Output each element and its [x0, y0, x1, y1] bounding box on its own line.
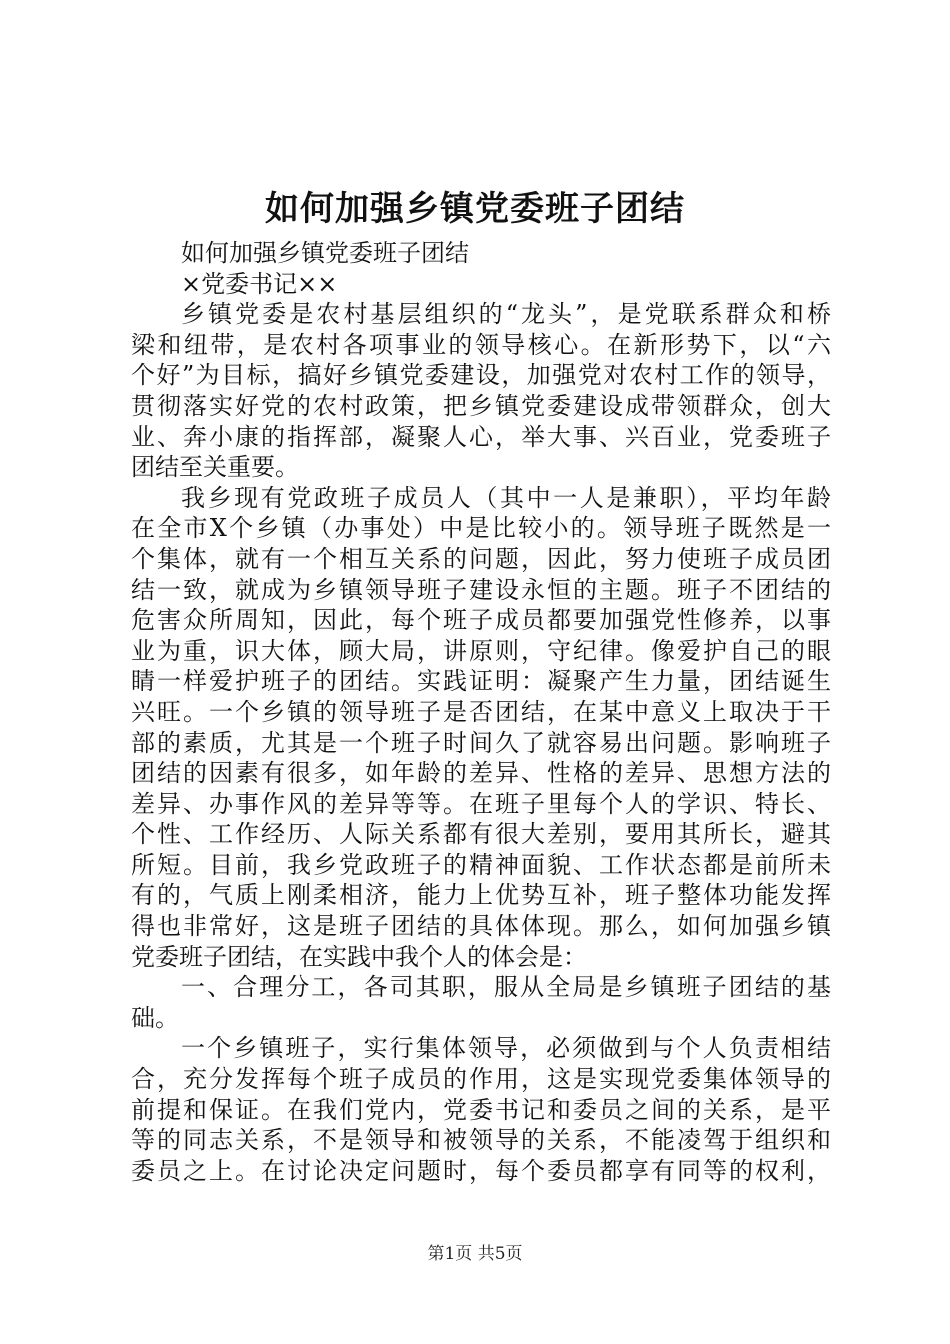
- text-line: 一个乡镇班子，实行集体领导，必须做到与个人负责相结: [181, 1034, 831, 1063]
- text-line: 有的，气质上刚柔相济，能力上优势互补，班子整体功能发挥: [131, 881, 831, 910]
- text-line: 委员之上。在讨论决定问题时，每个委员都享有同等的权利，: [131, 1156, 831, 1185]
- text-line: 个性、工作经历、人际关系都有很大差别，要用其所长，避其: [131, 820, 831, 849]
- text-line: 团结的因素有很多，如年龄的差异、性格的差异、思想方法的: [131, 759, 831, 788]
- text-line: 差异、办事作风的差异等等。在班子里每个人的学识、特长、: [131, 789, 831, 818]
- text-line: 所短。目前，我乡党政班子的精神面貌、工作状态都是前所未: [131, 850, 831, 879]
- text-line: 党委班子团结，在实践中我个人的体会是：: [131, 942, 587, 971]
- text-line: 兴旺。一个乡镇的领导班子是否团结，在某中意义上取决于干: [131, 697, 831, 726]
- text-line: ×党委书记××: [181, 269, 338, 298]
- page-footer: 第1页 共5页: [427, 1244, 523, 1264]
- text-line: 在全市X个乡镇（办事处）中是比较小的。领导班子既然是一: [131, 514, 831, 543]
- text-line: 个集体，就有一个相互关系的问题，因此，努力使班子成员团: [131, 544, 831, 573]
- document-body: [131, 238, 831, 1186]
- text-line: 合，充分发挥每个班子成员的作用，这是实现党委集体领导的: [131, 1065, 831, 1094]
- text-line: 一、合理分工，各司其职，服从全局是乡镇班子团结的基: [181, 973, 831, 1002]
- text-line: 如何加强乡镇党委班子团结: [181, 239, 469, 267]
- text-line: 梁和纽带，是农村各项事业的领导核心。在新形势下，以“六: [131, 330, 831, 359]
- text-line: 睛一样爱护班子的团结。实践证明：凝聚产生力量，团结诞生: [131, 667, 831, 696]
- text-line: 部的素质，尤其是一个班子时间久了就容易出问题。影响班子: [131, 728, 831, 757]
- text-line: 结一致，就成为乡镇领导班子建设永恒的主题。班子不团结的: [131, 575, 831, 604]
- text-line: 我乡现有党政班子成员人（其中一人是兼职），平均年龄: [181, 483, 831, 512]
- text-line: 团结至关重要。: [131, 453, 299, 482]
- text-line: 贯彻落实好党的农村政策，把乡镇党委建设成带领群众，创大: [131, 391, 831, 420]
- text-line: 前提和保证。在我们党内，党委书记和委员之间的关系，是平: [131, 1095, 831, 1124]
- text-line: 乡镇党委是农村基层组织的“龙头”，是党联系群众和桥: [181, 300, 831, 329]
- text-line: 个好”为目标，搞好乡镇党委建设，加强党对农村工作的领导，: [131, 361, 831, 390]
- text-line: 得也非常好，这是班子团结的具体体现。那么，如何加强乡镇: [131, 912, 831, 941]
- text-line: 础。: [131, 1003, 179, 1032]
- document-title: 如何加强乡镇党委班子团结: [265, 189, 685, 229]
- text-line: 业、奔小康的指挥部，凝聚人心，举大事、兴百业，党委班子: [131, 422, 831, 451]
- text-line: 危害众所周知，因此，每个班子成员都要加强党性修养，以事: [131, 606, 831, 635]
- text-line: 等的同志关系，不是领导和被领导的关系，不能凌驾于组织和: [131, 1126, 831, 1155]
- text-line: 业为重，识大体，顾大局，讲原则，守纪律。像爱护自己的眼: [131, 636, 831, 665]
